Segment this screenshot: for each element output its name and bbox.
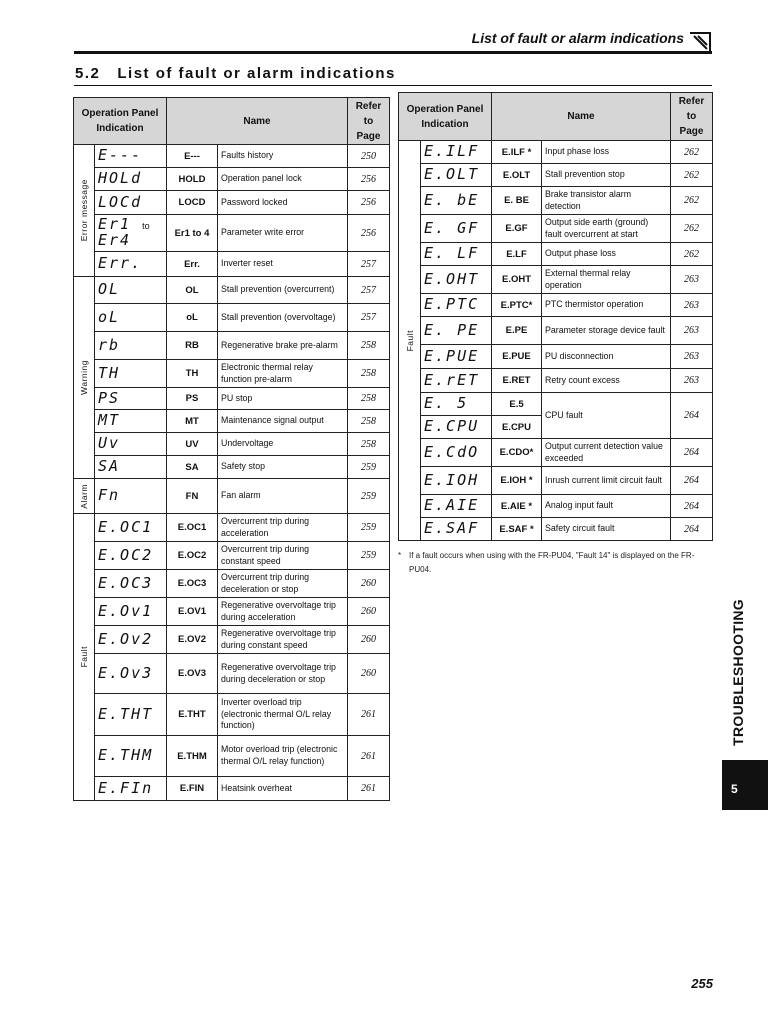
refer-page: 262 — [671, 141, 713, 164]
table-row — [74, 168, 390, 191]
fault-name: Stall prevention (overcurrent) — [218, 277, 348, 304]
refer-page: 260 — [348, 598, 390, 626]
col-header-panel: Operation Panel Indication — [399, 93, 492, 141]
fault-code: E. BE — [492, 187, 542, 215]
table-row — [399, 164, 713, 187]
panel-indication: MT — [95, 410, 167, 433]
header-rule — [74, 51, 712, 54]
col-header-name: Name — [167, 98, 348, 145]
table-header-row — [74, 98, 390, 145]
table-row — [74, 410, 390, 433]
refer-page: 256 — [348, 191, 390, 215]
fault-name: Retry count excess — [542, 369, 671, 393]
table-row — [399, 439, 713, 467]
group-fault: Fault — [74, 514, 95, 801]
refer-page: 260 — [348, 654, 390, 694]
fault-name: CPU fault — [542, 393, 671, 439]
fault-name: Fan alarm — [218, 479, 348, 514]
fault-name: Safety stop — [218, 456, 348, 479]
fault-name: Operation panel lock — [218, 168, 348, 191]
refer-page: 263 — [671, 369, 713, 393]
refer-page: 262 — [671, 215, 713, 243]
panel-indication: E.PTC — [421, 294, 492, 317]
panel-indication: E. GF — [421, 215, 492, 243]
col-header-panel: Operation Panel Indication — [74, 98, 167, 145]
panel-indication: E.OC3 — [95, 570, 167, 598]
refer-page: 262 — [671, 164, 713, 187]
section-number: 5.2 — [75, 65, 101, 82]
table-row — [74, 252, 390, 277]
panel-indication: E.IOH — [421, 467, 492, 495]
fault-code: E.5 — [492, 393, 542, 416]
refer-page: 256 — [348, 168, 390, 191]
table-row — [399, 369, 713, 393]
table-row — [399, 495, 713, 518]
refer-page: 257 — [348, 304, 390, 332]
fault-code: PS — [167, 388, 218, 410]
fault-code: oL — [167, 304, 218, 332]
refer-page: 256 — [348, 215, 390, 252]
fault-code: HOLD — [167, 168, 218, 191]
refer-page: 260 — [348, 570, 390, 598]
fault-code: RB — [167, 332, 218, 360]
table-row — [399, 345, 713, 369]
fault-name: PU disconnection — [542, 345, 671, 369]
group-alarm: Alarm — [74, 479, 95, 514]
panel-indication: E. PE — [421, 317, 492, 345]
refer-page: 261 — [348, 736, 390, 777]
panel-indication: E.PUE — [421, 345, 492, 369]
fault-code: E.ILF * — [492, 141, 542, 164]
panel-indication: E. 5 — [421, 393, 492, 416]
fault-name: Overcurrent trip during deceleration or stop — [218, 570, 348, 598]
fault-code: LOCD — [167, 191, 218, 215]
panel-indication: HOLd — [95, 168, 167, 191]
fault-name: PTC thermistor operation — [542, 294, 671, 317]
table-row — [74, 570, 390, 598]
refer-page: 264 — [671, 439, 713, 467]
fault-name: Output side earth (ground) fault overcurrent at start — [542, 215, 671, 243]
refer-page: 258 — [348, 360, 390, 388]
table-row — [399, 393, 713, 416]
table-row — [74, 332, 390, 360]
refer-page: 262 — [671, 243, 713, 266]
section-title — [75, 65, 396, 82]
panel-indication: LOCd — [95, 191, 167, 215]
panel-indication: E.rET — [421, 369, 492, 393]
chapter-side-label: TROUBLESHOOTING — [730, 599, 746, 746]
section-title-text: List of fault or alarm indications — [117, 65, 396, 82]
panel-indication: E.FIn — [95, 777, 167, 801]
table-row — [399, 187, 713, 215]
fault-name: Faults history — [218, 145, 348, 168]
panel-indication: E--- — [95, 145, 167, 168]
fault-code: E.FIN — [167, 777, 218, 801]
fault-code: E.OC2 — [167, 542, 218, 570]
panel-indication: E.CdO — [421, 439, 492, 467]
fault-code: UV — [167, 433, 218, 456]
table-row — [74, 360, 390, 388]
fault-code: E.AIE * — [492, 495, 542, 518]
fault-name: Overcurrent trip during constant speed — [218, 542, 348, 570]
fault-name: Regenerative brake pre-alarm — [218, 332, 348, 360]
fault-name: Parameter write error — [218, 215, 348, 252]
fault-name: Undervoltage — [218, 433, 348, 456]
table-row — [74, 777, 390, 801]
fault-name: Regenerative overvoltage trip during acceleration — [218, 598, 348, 626]
panel-indication — [95, 215, 167, 252]
fault-code: SA — [167, 456, 218, 479]
fault-code: E.RET — [492, 369, 542, 393]
header-slash-mark-icon — [688, 32, 712, 52]
refer-page: 264 — [671, 518, 713, 541]
fault-code: E.THM — [167, 736, 218, 777]
panel-indication: E. LF — [421, 243, 492, 266]
group-fault: Fault — [399, 141, 421, 541]
group-error-message: Error message — [74, 145, 95, 277]
panel-indication: E.CPU — [421, 416, 492, 439]
fault-table-left — [73, 97, 390, 801]
fault-code: E.SAF * — [492, 518, 542, 541]
panel-indication: E.Ov2 — [95, 626, 167, 654]
table-row — [74, 215, 390, 252]
refer-page: 264 — [671, 467, 713, 495]
fault-code: E.PTC* — [492, 294, 542, 317]
fault-name: Inrush current limit circuit fault — [542, 467, 671, 495]
refer-page: 257 — [348, 277, 390, 304]
fault-name: PU stop — [218, 388, 348, 410]
table-row — [399, 266, 713, 294]
refer-page: 250 — [348, 145, 390, 168]
table-row — [74, 388, 390, 410]
fault-code: E.CPU — [492, 416, 542, 439]
col-header-name: Name — [492, 93, 671, 141]
panel-indication: PS — [95, 388, 167, 410]
panel-indication: E.Ov1 — [95, 598, 167, 626]
fault-code: E.GF — [492, 215, 542, 243]
fault-code: E.PUE — [492, 345, 542, 369]
table-row — [399, 243, 713, 266]
chapter-tab: 5 — [722, 760, 768, 810]
fault-name: External thermal relay operation — [542, 266, 671, 294]
refer-page: 263 — [671, 266, 713, 294]
fault-name: Output current detection value exceeded — [542, 439, 671, 467]
fault-name: Inverter reset — [218, 252, 348, 277]
fault-name: Motor overload trip (electronic thermal O/L relay function) — [218, 736, 348, 777]
refer-page: 260 — [348, 626, 390, 654]
fault-code: E.LF — [492, 243, 542, 266]
running-title: List of fault or alarm indications — [471, 30, 684, 46]
fault-name: Regenerative overvoltage trip during constant speed — [218, 626, 348, 654]
refer-page: 257 — [348, 252, 390, 277]
refer-page: 264 — [671, 495, 713, 518]
table-row — [74, 626, 390, 654]
refer-page: 259 — [348, 514, 390, 542]
fault-code: E.CDO* — [492, 439, 542, 467]
fault-name: Brake transistor alarm detection — [542, 187, 671, 215]
fault-code: Er1 to 4 — [167, 215, 218, 252]
table-row — [74, 654, 390, 694]
panel-indication: E.OC1 — [95, 514, 167, 542]
panel-indication: SA — [95, 456, 167, 479]
fault-name: Output phase loss — [542, 243, 671, 266]
fault-name: Input phase loss — [542, 141, 671, 164]
refer-page: 259 — [348, 479, 390, 514]
fault-code: E.OV1 — [167, 598, 218, 626]
panel-indication: Err. — [95, 252, 167, 277]
fault-name: Electronic thermal relay function pre-alarm — [218, 360, 348, 388]
refer-page: 258 — [348, 410, 390, 433]
table-row — [74, 191, 390, 215]
fault-name: Safety circuit fault — [542, 518, 671, 541]
table-row — [399, 215, 713, 243]
panel-indication: E.THT — [95, 694, 167, 736]
table-row — [74, 304, 390, 332]
refer-page: 263 — [671, 294, 713, 317]
fault-name: Password locked — [218, 191, 348, 215]
panel-indication: E.THM — [95, 736, 167, 777]
panel-indication: E.AIE — [421, 495, 492, 518]
col-header-refer: Refer to Page — [348, 98, 390, 145]
panel-indication: E.OHT — [421, 266, 492, 294]
fault-code: E.OV3 — [167, 654, 218, 694]
fault-code: Err. — [167, 252, 218, 277]
fault-name: Overcurrent trip during acceleration — [218, 514, 348, 542]
fault-table-right — [398, 92, 713, 541]
fault-name: Regenerative overvoltage trip during deceleration or stop — [218, 654, 348, 694]
panel-indication-last: Er4 — [98, 231, 132, 249]
table-row — [74, 736, 390, 777]
table-row — [74, 433, 390, 456]
footnote-star: * — [398, 551, 402, 560]
fault-code: E.THT — [167, 694, 218, 736]
panel-indication: E.Ov3 — [95, 654, 167, 694]
table-row — [74, 479, 390, 514]
fault-code: E.OC3 — [167, 570, 218, 598]
refer-page: 258 — [348, 433, 390, 456]
table-row — [74, 694, 390, 736]
refer-page: 261 — [348, 777, 390, 801]
panel-indication: E.OLT — [421, 164, 492, 187]
fault-name: Parameter storage device fault — [542, 317, 671, 345]
panel-indication-to: to — [142, 221, 150, 232]
table-row — [399, 294, 713, 317]
panel-indication: E.OC2 — [95, 542, 167, 570]
refer-page: 261 — [348, 694, 390, 736]
panel-indication: oL — [95, 304, 167, 332]
panel-indication: Fn — [95, 479, 167, 514]
fault-code: E.OLT — [492, 164, 542, 187]
fault-code: TH — [167, 360, 218, 388]
footnote-text: If a fault occurs when using with the FR-PU04, "Fault 14" is displayed on the FR-PU04. — [409, 551, 695, 574]
panel-indication: TH — [95, 360, 167, 388]
fault-code: MT — [167, 410, 218, 433]
table-header-row — [399, 93, 713, 141]
refer-page: 258 — [348, 388, 390, 410]
refer-page: 263 — [671, 345, 713, 369]
fault-name: Inverter overload trip (electronic thermal O/L relay function) — [218, 694, 348, 736]
panel-indication: rb — [95, 332, 167, 360]
refer-page: 259 — [348, 542, 390, 570]
panel-indication: E.SAF — [421, 518, 492, 541]
table-row — [399, 518, 713, 541]
refer-page: 263 — [671, 317, 713, 345]
table-row — [74, 456, 390, 479]
refer-page: 259 — [348, 456, 390, 479]
fault-name: Maintenance signal output — [218, 410, 348, 433]
panel-indication: E. bE — [421, 187, 492, 215]
table-row — [74, 542, 390, 570]
table-row — [399, 467, 713, 495]
fault-name: Stall prevention stop — [542, 164, 671, 187]
table-row — [399, 317, 713, 345]
table-row — [74, 514, 390, 542]
refer-page: 264 — [671, 393, 713, 439]
refer-page: 262 — [671, 187, 713, 215]
table-row — [74, 145, 390, 168]
fault-code: E--- — [167, 145, 218, 168]
section-rule — [74, 85, 712, 86]
fault-code: E.IOH * — [492, 467, 542, 495]
fault-name: Stall prevention (overvoltage) — [218, 304, 348, 332]
fault-code: E.OHT — [492, 266, 542, 294]
panel-indication: E.ILF — [421, 141, 492, 164]
fault-name: Analog input fault — [542, 495, 671, 518]
panel-indication-first: Er1 — [98, 215, 132, 234]
table-row — [74, 598, 390, 626]
table-row — [399, 141, 713, 164]
fault-code: E.OC1 — [167, 514, 218, 542]
col-header-refer: Refer to Page — [671, 93, 713, 141]
footnote — [398, 549, 716, 577]
fault-name: Heatsink overheat — [218, 777, 348, 801]
refer-page: 258 — [348, 332, 390, 360]
fault-code: E.OV2 — [167, 626, 218, 654]
fault-code: OL — [167, 277, 218, 304]
fault-code: E.PE — [492, 317, 542, 345]
fault-code: FN — [167, 479, 218, 514]
group-warning: Warning — [74, 277, 95, 479]
page-number: 255 — [691, 976, 713, 991]
panel-indication: Uv — [95, 433, 167, 456]
table-row — [74, 277, 390, 304]
panel-indication: OL — [95, 277, 167, 304]
